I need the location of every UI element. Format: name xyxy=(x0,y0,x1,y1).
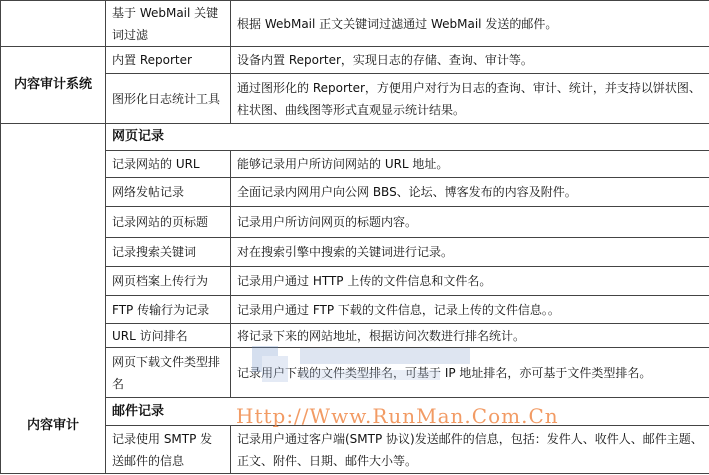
feature-cell: 网页下载文件类型排名 xyxy=(106,348,231,398)
table-row xyxy=(1,124,709,151)
feature-cell: 基于 WebMail 关键词过滤 xyxy=(106,1,231,47)
feature-cell: 记录搜索关键词 xyxy=(106,238,231,267)
description-cell: 将记录下来的网站地址，根据访问次数进行排名统计。 xyxy=(231,324,709,348)
feature-cell: 内置 Reporter xyxy=(106,47,231,74)
description-cell: 根据 WebMail 正文关键词过滤通过 WebMail 发送的邮件。 xyxy=(231,1,709,47)
feature-cell: 网页档案上传行为 xyxy=(106,267,231,296)
feature-cell: 网络发帖记录 xyxy=(106,178,231,207)
description-cell: 记录用户通过客户端(SMTP 协议)发送邮件的信息，包括：发件人、收件人、邮件主题、正文、附件、日期、邮件大小等。 xyxy=(231,426,709,474)
description-cell: 记录用户下载的文件类型排名，可基于 IP 地址排名，亦可基于文件类型排名。 xyxy=(231,348,709,398)
table-row xyxy=(1,47,709,74)
description-cell: 对在搜索引擎中搜索的关键词进行记录。 xyxy=(231,238,709,267)
section-heading-mail: 邮件记录 xyxy=(106,398,709,426)
table-row xyxy=(1,74,709,124)
category-cell-audit-system: 内容审计系统 xyxy=(1,47,106,124)
table-row xyxy=(1,348,709,398)
table-row xyxy=(1,151,709,178)
table-row xyxy=(1,398,709,426)
section-heading-web: 网页记录 xyxy=(106,124,709,151)
table-row xyxy=(1,267,709,296)
table-row xyxy=(1,207,709,238)
table-row xyxy=(1,238,709,267)
description-cell: 通过图形化的 Reporter，方便用户对行为日志的查询、审计、统计，并支持以饼状图、柱状图、曲线图等形式直观显示统计结果。 xyxy=(231,74,709,124)
feature-cell: 记录网站的 URL xyxy=(106,151,231,178)
feature-cell: FTP 传输行为记录 xyxy=(106,296,231,324)
feature-cell: 记录使用 SMTP 发送邮件的信息 xyxy=(106,426,231,474)
table-row xyxy=(1,1,709,47)
description-cell: 全面记录内网用户向公网 BBS、论坛、博客发布的内容及附件。 xyxy=(231,178,709,207)
category-cell-content-audit: 内容审计 xyxy=(1,124,106,474)
feature-cell: URL 访问排名 xyxy=(106,324,231,348)
table-row xyxy=(1,324,709,348)
description-cell: 记录用户通过 HTTP 上传的文件信息和文件名。 xyxy=(231,267,709,296)
description-cell: 设备内置 Reporter，实现日志的存储、查询、审计等。 xyxy=(231,47,709,74)
description-cell: 能够记录用户所访问网站的 URL 地址。 xyxy=(231,151,709,178)
description-cell: 记录用户所访问网页的标题内容。 xyxy=(231,207,709,238)
table-row xyxy=(1,178,709,207)
category-cell-empty xyxy=(1,1,106,47)
table-row xyxy=(1,426,709,474)
feature-cell: 记录网站的页标题 xyxy=(106,207,231,238)
feature-cell: 图形化日志统计工具 xyxy=(106,74,231,124)
description-cell: 记录用户通过 FTP 下载的文件信息，记录上传的文件信息。。 xyxy=(231,296,709,324)
watermark-url: Http://Www.RunMan.Com.Cn xyxy=(236,404,559,428)
table-row xyxy=(1,296,709,324)
